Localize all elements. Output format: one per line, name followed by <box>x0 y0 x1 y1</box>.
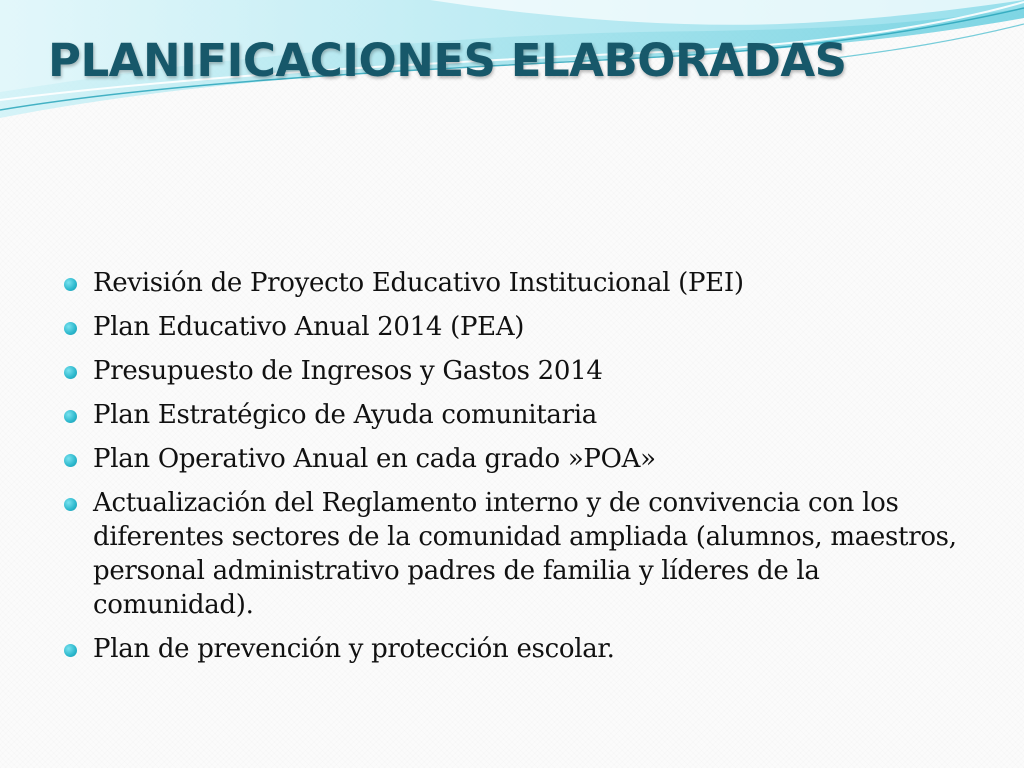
list-item <box>64 442 984 476</box>
bullet-icon <box>64 278 77 291</box>
bullet-icon <box>64 366 77 379</box>
bullet-text: Plan de prevención y protección escolar. <box>93 634 615 664</box>
list-item <box>64 310 984 344</box>
bullet-text: Revisión de Proyecto Educativo Institucional (PEI) <box>93 268 744 298</box>
slide-title: PLANIFICACIONES ELABORADAS <box>48 34 847 87</box>
list-item <box>64 632 984 666</box>
bullet-icon <box>64 410 77 423</box>
bullet-icon <box>64 644 77 657</box>
bullet-text: Plan Operativo Anual en cada grado »POA» <box>93 444 656 474</box>
bullet-list <box>64 266 984 676</box>
list-item <box>64 398 984 432</box>
bullet-icon <box>64 454 77 467</box>
bullet-icon <box>64 322 77 335</box>
bullet-text: Actualización del Reglamento interno y de convivencia con los diferentes sectores de la comunidad ampliada (alumnos, maestros, personal administrativo padres de familia y líderes de la comunidad). <box>93 488 957 620</box>
bullet-icon <box>64 498 77 511</box>
list-item <box>64 354 984 388</box>
bullet-text: Presupuesto de Ingresos y Gastos 2014 <box>93 356 603 386</box>
bullet-text: Plan Educativo Anual 2014 (PEA) <box>93 312 525 342</box>
list-item <box>64 266 984 300</box>
list-item <box>64 486 984 622</box>
bullet-text: Plan Estratégico de Ayuda comunitaria <box>93 400 597 430</box>
